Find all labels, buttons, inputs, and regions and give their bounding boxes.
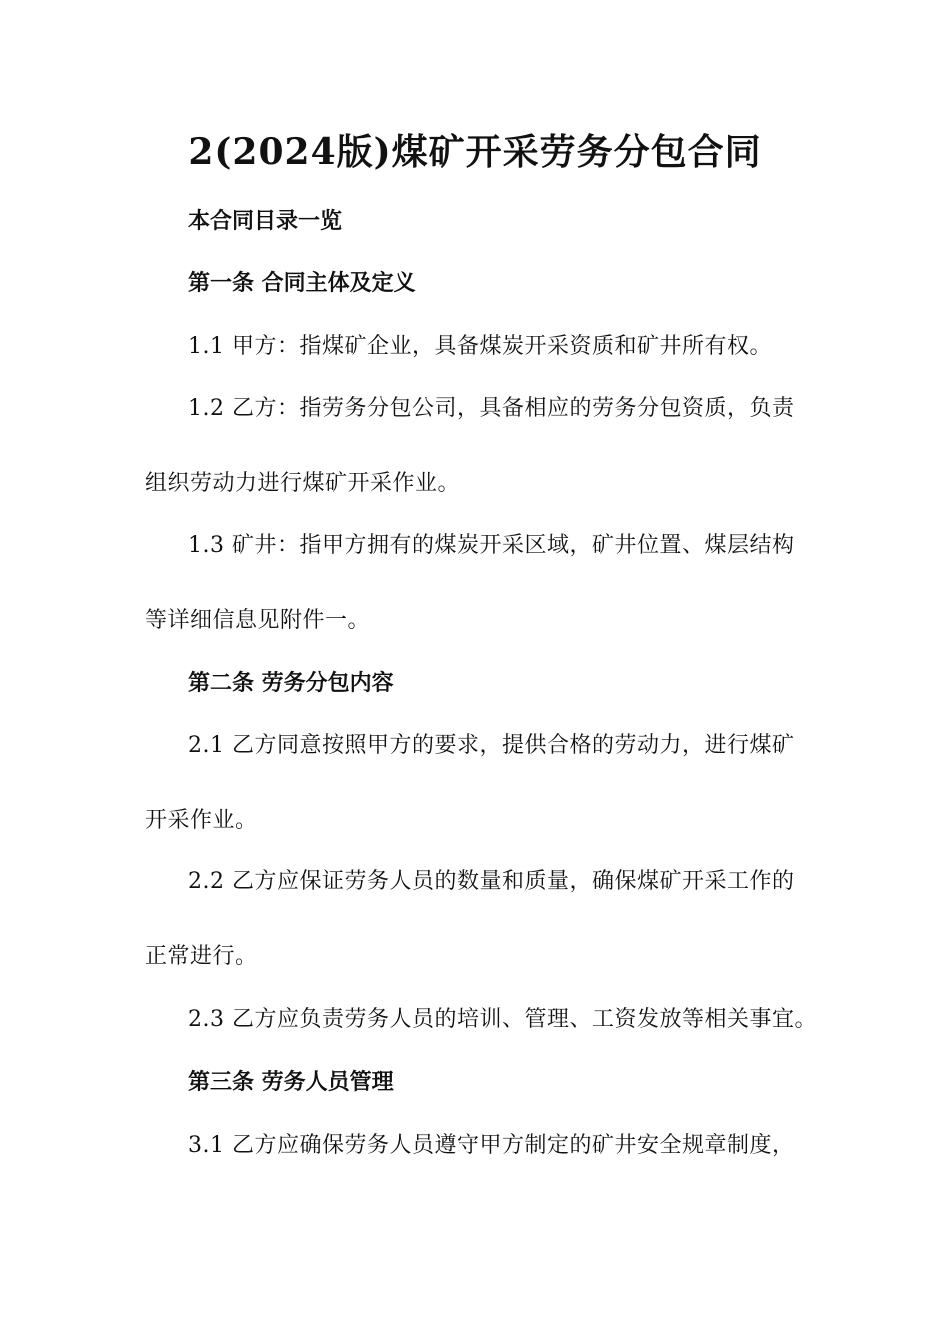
clause-1-1-line-1: 1.1 甲方：指煤矿企业，具备煤炭开采资质和矿井所有权。 [188,334,772,359]
clause-2-2-line-2: 正常进行。 [145,944,258,969]
section-heading-1: 第一条 合同主体及定义 [188,270,416,296]
clause-1-3-line-2: 等详细信息见附件一。 [145,608,371,633]
clause-1-2-line-1: 1.2 乙方：指劳务分包公司，具备相应的劳务分包资质，负责 [188,396,795,421]
clause-2-1-line-1: 2.1 乙方同意按照甲方的要求，提供合格的劳动力，进行煤矿 [188,733,795,758]
clause-2-2-line-1: 2.2 乙方应保证劳务人员的数量和质量，确保煤矿开采工作的 [188,869,795,894]
clause-2-3-line-1: 2.3 乙方应负责劳务人员的培训、管理、工资发放等相关事宜。 [188,1007,817,1032]
section-heading-2: 第二条 劳务分包内容 [188,670,394,696]
document-title: 2(2024版)煤矿开采劳务分包合同 [188,131,762,173]
section-heading-3: 第三条 劳务人员管理 [188,1069,394,1095]
clause-2-1-line-2: 开采作业。 [145,808,258,833]
clause-1-2-line-2: 组织劳动力进行煤矿开采作业。 [145,471,461,496]
clause-3-1-line-1: 3.1 乙方应确保劳务人员遵守甲方制定的矿井安全规章制度， [188,1133,795,1158]
clause-1-3-line-1: 1.3 矿井：指甲方拥有的煤炭开采区域，矿井位置、煤层结构 [188,533,795,558]
toc-heading: 本合同目录一览 [188,208,343,234]
